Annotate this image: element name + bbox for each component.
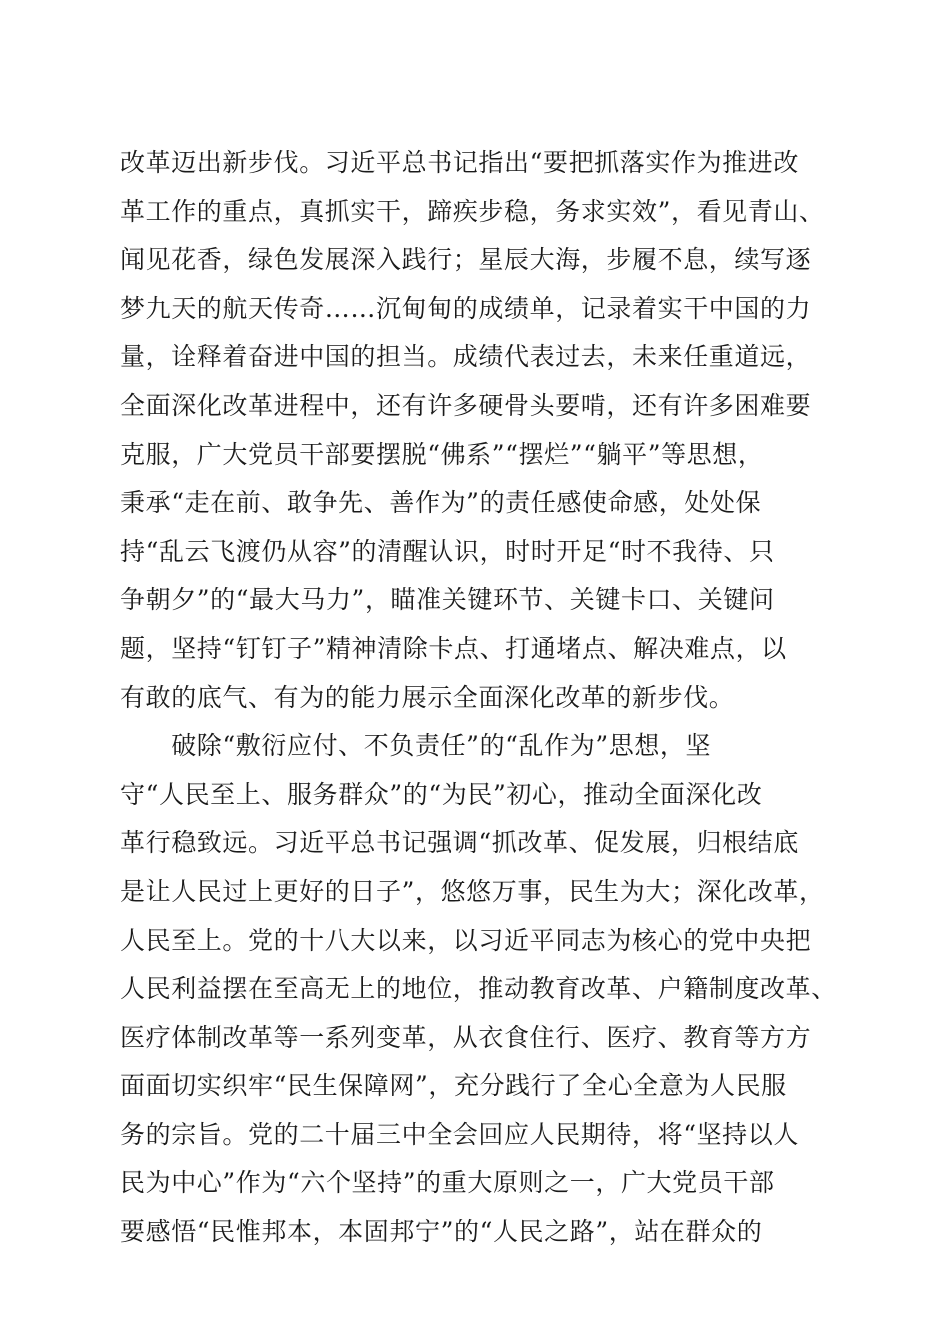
text-line: 有敢的底气、有为的能力展示全面深化改革的新步伐。 <box>120 682 735 712</box>
text-line: 医疗体制改革等一系列变革，从衣食住行、医疗、教育等方方 <box>120 1022 812 1052</box>
text-line: 闻见花香，绿色发展深入践行；星辰大海，步履不息，续写逐 <box>120 245 812 275</box>
text-line: 全面深化改革进程中，还有许多硬骨头要啃，还有许多困难要 <box>120 390 812 420</box>
text-line: 量，诠释着奋进中国的担当。成绩代表过去，未来任重道远， <box>120 342 812 372</box>
text-line: 要感悟“民惟邦本，本固邦宁”的“人民之路”，站在群众的 <box>120 1217 763 1247</box>
text-line: 梦九天的航天传奇……沉甸甸的成绩单，记录着实干中国的力 <box>120 293 812 323</box>
text-line: 题，坚持“钉钉子”精神清除卡点、打通堵点、解决难点，以 <box>120 633 787 663</box>
text-line: 守“人民至上、服务群众”的“为民”初心，推动全面深化改 <box>120 779 763 809</box>
text-line: 秉承“走在前、敢争先、善作为”的责任感使命感，处处保 <box>120 488 762 518</box>
text-line: 人民利益摆在至高无上的地位，推动教育改革、户籍制度改革、 <box>120 974 837 1004</box>
text-line: 革工作的重点，真抓实干，蹄疾步稳，务求实效”，看见青山、 <box>120 196 825 226</box>
body-text <box>120 139 840 1257</box>
paragraph-start-line: 破除“敷衍应付、不负责任”的“乱作为”思想，坚 <box>120 731 712 761</box>
text-line: 改革迈出新步伐。习近平总书记指出“要把抓落实作为推进改 <box>120 148 799 177</box>
text-line: 务的宗旨。党的二十届三中全会回应人民期待，将“坚持以人 <box>120 1119 799 1149</box>
text-line: 民为中心”作为“六个坚持”的重大原则之一，广大党员干部 <box>120 1168 775 1198</box>
text-line: 革行稳致远。习近平总书记强调“抓改革、促发展，归根结底 <box>120 828 799 858</box>
text-line: 克服，广大党员干部要摆脱“佛系”“摆烂”“躺平”等思想， <box>120 439 764 469</box>
text-line: 争朝夕”的“最大马力”，瞄准关键环节、关键卡口、关键问 <box>120 585 775 615</box>
text-line: 面面切实织牢“民生保障网”，充分践行了全心全意为人民服 <box>120 1071 787 1101</box>
text-line: 人民至上。党的十八大以来，以习近平同志为核心的党中央把 <box>120 925 812 955</box>
text-line: 持“乱云飞渡仍从容”的清醒认识，时时开足“时不我待、只 <box>120 536 775 566</box>
text-line: 是让人民过上更好的日子”，悠悠万事，民生为大；深化改革， <box>120 876 825 906</box>
